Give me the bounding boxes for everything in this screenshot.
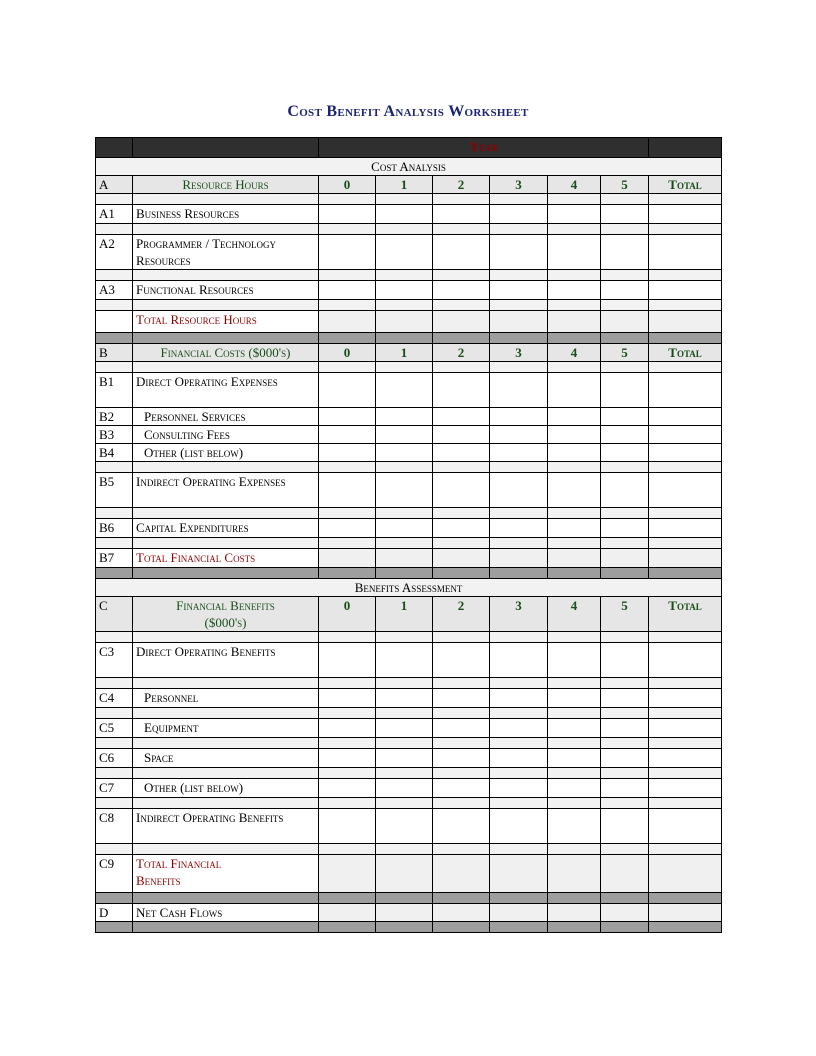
year-4-header: 4 <box>548 344 601 362</box>
table-row <box>96 519 722 538</box>
year-3-header: 3 <box>490 176 548 194</box>
cost-benefit-table <box>95 137 722 933</box>
row-label: Financial Benefits ($000's) <box>133 597 319 632</box>
table-row <box>96 373 722 408</box>
net-cash-flows-row <box>96 904 722 922</box>
row-code: B7 <box>96 549 133 568</box>
year-0-header: 0 <box>319 344 376 362</box>
benefits-assessment-heading: Benefits Assessment <box>96 579 722 597</box>
row-code: B6 <box>96 519 133 538</box>
row-code: C6 <box>96 749 133 768</box>
table-row <box>96 689 722 708</box>
total-row <box>96 855 722 893</box>
blank-cell <box>133 138 319 158</box>
row-code: A <box>96 176 133 194</box>
row-code: A1 <box>96 205 133 224</box>
total-header: Total <box>649 597 722 632</box>
year-0-header: 0 <box>319 597 376 632</box>
cost-analysis-heading: Cost Analysis <box>96 158 722 176</box>
row-label: Resource Hours <box>133 176 319 194</box>
row-code: B5 <box>96 473 133 508</box>
row-code: C3 <box>96 643 133 678</box>
row-code: B4 <box>96 444 133 462</box>
year-5-header: 5 <box>601 344 649 362</box>
year-4-header: 4 <box>548 176 601 194</box>
year-2-header: 2 <box>433 597 490 632</box>
table-row <box>96 426 722 444</box>
row-label: Total Financial Benefits <box>133 855 319 893</box>
row-label: Programmer / Technology Resources <box>133 235 319 270</box>
row-code: C5 <box>96 719 133 738</box>
table-row <box>96 444 722 462</box>
table-row <box>96 281 722 300</box>
table-row <box>96 408 722 426</box>
year-5-header: 5 <box>601 176 649 194</box>
table-row <box>96 205 722 224</box>
row-label: Business Resources <box>133 205 319 224</box>
table-row <box>96 235 722 270</box>
table-row <box>96 749 722 768</box>
financial-costs-header-row <box>96 344 722 362</box>
table-row <box>96 719 722 738</box>
resource-hours-header-row <box>96 176 722 194</box>
year-2-header: 2 <box>433 344 490 362</box>
row-label: Space <box>133 749 319 768</box>
financial-benefits-header-row <box>96 597 722 632</box>
row-code: B <box>96 344 133 362</box>
row-label: Functional Resources <box>133 281 319 300</box>
page-title: Cost Benefit Analysis Worksheet <box>287 103 529 120</box>
row-code: A3 <box>96 281 133 300</box>
row-label: Financial Costs ($000's) <box>133 344 319 362</box>
section-row <box>96 158 722 176</box>
row-label: Net Cash Flows <box>133 904 319 922</box>
year-3-header: 3 <box>490 597 548 632</box>
row-code: B2 <box>96 408 133 426</box>
row-code: C4 <box>96 689 133 708</box>
row-code: D <box>96 904 133 922</box>
row-label: Personnel <box>133 689 319 708</box>
year-3-header: 3 <box>490 344 548 362</box>
year-0-header: 0 <box>319 176 376 194</box>
row-label: Direct Operating Benefits <box>133 643 319 678</box>
row-label: Personnel Services <box>133 408 319 426</box>
total-row <box>96 549 722 568</box>
row-code: C8 <box>96 809 133 844</box>
year-1-header: 1 <box>376 344 433 362</box>
blank-cell <box>649 138 722 158</box>
row-code: C7 <box>96 779 133 798</box>
row-label: Total Resource Hours <box>133 311 319 333</box>
row-label: Consulting Fees <box>133 426 319 444</box>
row-code: B1 <box>96 373 133 408</box>
table-row <box>96 473 722 508</box>
row-code: C <box>96 597 133 632</box>
row-label: Indirect Operating Benefits <box>133 809 319 844</box>
total-row <box>96 311 722 333</box>
year-header: Year <box>319 138 649 158</box>
section-row <box>96 579 722 597</box>
year-5-header: 5 <box>601 597 649 632</box>
table-row <box>96 779 722 798</box>
year-4-header: 4 <box>548 597 601 632</box>
row-label: Capital Expenditures <box>133 519 319 538</box>
row-label: Other (list below) <box>133 779 319 798</box>
year-1-header: 1 <box>376 597 433 632</box>
row-label: Other (list below) <box>133 444 319 462</box>
row-code <box>96 311 133 333</box>
row-code: C9 <box>96 855 133 893</box>
row-label: Direct Operating Expenses <box>133 373 319 408</box>
row-label: Indirect Operating Expenses <box>133 473 319 508</box>
table-row <box>96 643 722 678</box>
blank-cell <box>96 138 133 158</box>
year-2-header: 2 <box>433 176 490 194</box>
total-header: Total <box>649 176 722 194</box>
row-label: Total Financial Costs <box>133 549 319 568</box>
row-label: Equipment <box>133 719 319 738</box>
table-row <box>96 809 722 844</box>
year-1-header: 1 <box>376 176 433 194</box>
row-code: A2 <box>96 235 133 270</box>
year-header-row <box>96 138 722 158</box>
total-header: Total <box>649 344 722 362</box>
row-code: B3 <box>96 426 133 444</box>
